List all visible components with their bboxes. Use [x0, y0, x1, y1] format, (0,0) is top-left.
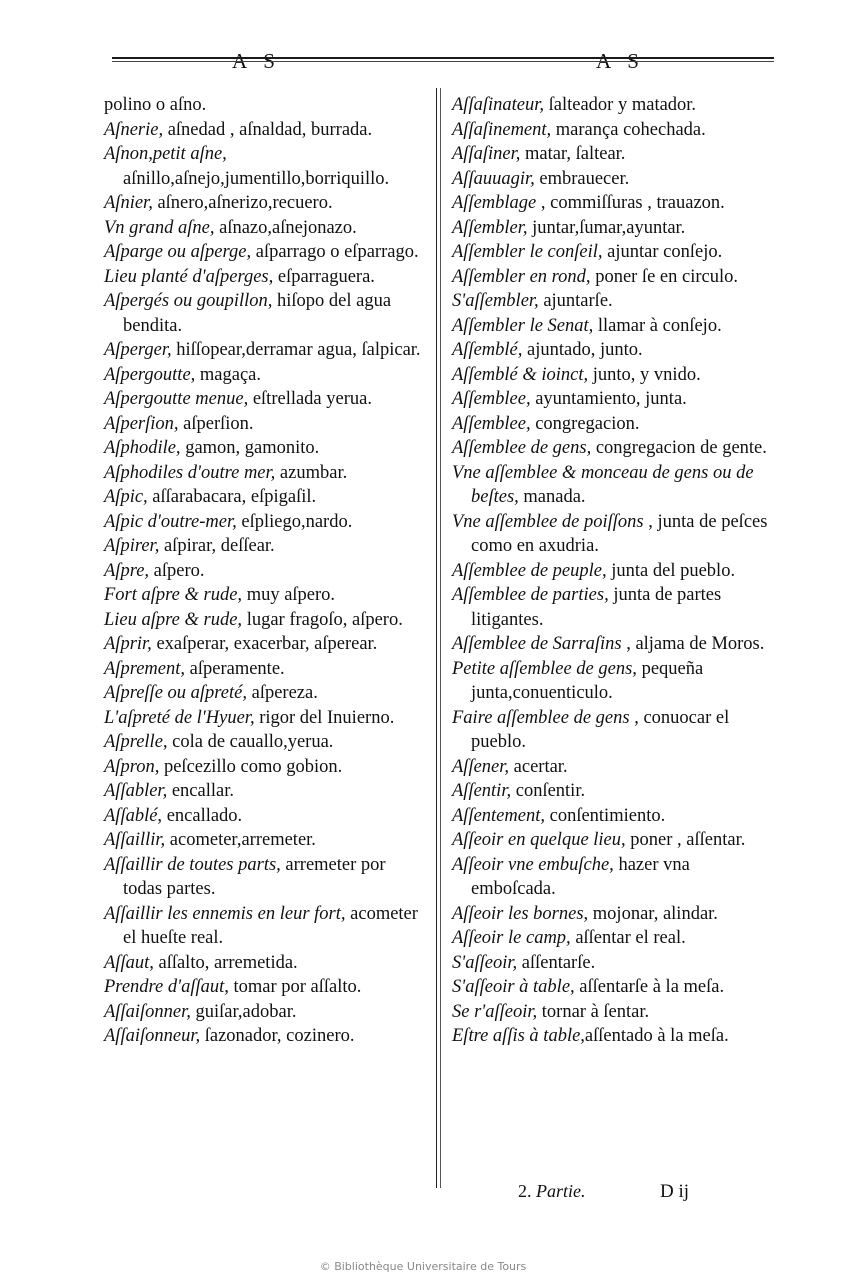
- dictionary-entry: [452, 902, 772, 927]
- entry-headword: S'aſſeoir à table,: [452, 977, 575, 997]
- entry-headword: S'aſſembler,: [452, 291, 539, 311]
- entry-headword: Aſſeoir le camp,: [452, 928, 571, 948]
- entry-definition: tornar à ſentar.: [537, 1001, 650, 1022]
- entry-definition: junto, y vnido.: [588, 364, 701, 385]
- dictionary-entry: [452, 828, 772, 853]
- catchword: D ij: [660, 1181, 690, 1202]
- entry-headword: Aſſemblé & ioinct,: [452, 364, 589, 385]
- dictionary-entry: [104, 216, 426, 241]
- dictionary-entry: [104, 412, 426, 437]
- dictionary-entry: [452, 657, 772, 706]
- entry-headword: Aſphodile,: [104, 438, 181, 458]
- dictionary-entry: [452, 755, 772, 780]
- entry-headword: Vne aſſemblee & monceau de gens ou de beſtes,: [452, 462, 754, 507]
- entry-headword: Aſſembler en rond,: [452, 266, 591, 287]
- dictionary-entry: [452, 975, 772, 1000]
- dictionary-entry: [104, 1024, 426, 1049]
- dictionary-entry: [452, 510, 772, 559]
- entry-definition: junta del pueblo.: [606, 560, 736, 581]
- entry-headword: Aſpre,: [104, 560, 150, 581]
- entry-definition: encallar.: [167, 781, 234, 801]
- dictionary-entry: [452, 191, 772, 216]
- entry-definition: , aljama de Moros.: [621, 634, 765, 654]
- dictionary-entry: [104, 534, 426, 559]
- entry-definition: cola de cauallo,yerua.: [167, 732, 334, 752]
- entry-headword: Aſſaiſonneur,: [104, 1026, 201, 1046]
- entry-definition: aſpirar, deſſear.: [159, 536, 275, 556]
- entry-definition: ſazonador, cozinero.: [200, 1026, 355, 1046]
- entry-definition: acometer,arremeter.: [165, 830, 316, 850]
- dictionary-entry: [104, 338, 426, 363]
- column-divider-inner: [440, 88, 441, 1188]
- dictionary-entry: [104, 975, 426, 1000]
- dictionary-entry: [452, 779, 772, 804]
- entry-definition: poner , aſſentar.: [625, 830, 746, 850]
- right-column: [452, 93, 772, 1049]
- dictionary-entry: [452, 167, 772, 192]
- entry-definition: muy aſpero.: [242, 585, 336, 605]
- dictionary-entry: [452, 461, 772, 510]
- entry-definition: aſparrago o eſparrago.: [251, 242, 419, 262]
- entry-definition: junta de partes litigantes.: [471, 585, 722, 630]
- entry-headword: Aſpergoutte menue,: [104, 389, 249, 409]
- dictionary-entry: [104, 461, 426, 486]
- signature-number: 2.: [518, 1181, 532, 1201]
- entry-headword: Aſſaſiner,: [452, 144, 521, 164]
- entry-definition: aſpereza.: [247, 683, 318, 703]
- entry-headword: Aſperger,: [104, 340, 172, 360]
- entry-definition: ajuntar conſejo.: [602, 242, 723, 262]
- dictionary-entry: [104, 608, 426, 633]
- entry-definition: peſcezillo como gobion.: [159, 756, 343, 777]
- dictionary-entry: [452, 853, 772, 902]
- dictionary-entry: [452, 338, 772, 363]
- entry-headword: Aſſembler le Senat,: [452, 315, 594, 336]
- entry-definition: aſperamente.: [185, 658, 285, 679]
- entry-headword: Aſſemblé,: [452, 340, 523, 360]
- entry-headword: Aſpic d'outre-mer,: [104, 511, 237, 532]
- entry-headword: Aſpergés ou goupillon,: [104, 291, 273, 311]
- entry-definition: aſperſion.: [178, 413, 254, 434]
- dictionary-entry: [452, 363, 772, 388]
- signature-word: Partie.: [536, 1181, 586, 1201]
- dictionary-entry: [104, 485, 426, 510]
- signature-mark: [518, 1181, 586, 1202]
- entry-definition: eſtrellada yerua.: [248, 389, 372, 409]
- dictionary-entry: [104, 951, 426, 976]
- entry-headword: Aſpreſſe ou aſpreté,: [104, 683, 247, 703]
- dictionary-entry: [452, 412, 772, 437]
- dictionary-entry: [104, 828, 426, 853]
- dictionary-entry: [452, 559, 772, 584]
- entry-definition: embrauecer.: [534, 168, 630, 189]
- entry-definition: tomar por aſſalto.: [228, 977, 362, 997]
- dictionary-entry: [104, 1000, 426, 1025]
- entry-headword: Aſſemblee de parties,: [452, 585, 609, 605]
- entry-headword: Aſſablé,: [104, 805, 163, 826]
- entry-definition: azumbar.: [275, 462, 348, 483]
- entry-headword: Aſſeoir en quelque lieu,: [452, 830, 626, 850]
- entry-headword: Aſnerie,: [104, 119, 164, 140]
- entry-headword: Aſſemblee de Sarraſins: [452, 634, 622, 654]
- entry-headword: Aſſembler,: [452, 217, 528, 238]
- entry-headword: Aſperſion,: [104, 413, 179, 434]
- entry-definition: , commiſſuras , trauazon.: [536, 193, 725, 213]
- dictionary-entry: [452, 93, 772, 118]
- entry-definition: aſnillo,aſnejo,jumentillo,borriquillo.: [123, 168, 390, 189]
- entry-definition: marança cohechada.: [551, 119, 706, 140]
- dictionary-entry: [104, 559, 426, 584]
- entry-definition: acertar.: [509, 756, 568, 777]
- entry-headword: Aſſener,: [452, 756, 510, 777]
- entry-definition: lugar fragoſo, aſpero.: [242, 609, 403, 630]
- entry-headword: Aſpron,: [104, 756, 160, 777]
- entry-headword: Aſſeoir les bornes,: [452, 903, 589, 924]
- entry-definition: aſſalto, arremetida.: [153, 952, 298, 973]
- entry-headword: Aſſaſinateur,: [452, 95, 544, 115]
- dictionary-entry: [104, 510, 426, 535]
- entry-definition: congregacion.: [530, 413, 640, 434]
- entry-headword: Aſſaſinement,: [452, 119, 552, 140]
- dictionary-entry: [104, 436, 426, 461]
- entry-headword: Eſtre aſſis à table,: [452, 1026, 585, 1046]
- entry-headword: Vn grand aſne,: [104, 217, 215, 238]
- dictionary-entry: [104, 657, 426, 682]
- dictionary-entry: [452, 632, 772, 657]
- entry-headword: Aſſaillir les ennemis en leur fort,: [104, 903, 346, 924]
- dictionary-entry: [452, 387, 772, 412]
- entry-definition: congregacion de gente.: [591, 438, 767, 458]
- dictionary-entry: [104, 755, 426, 780]
- entry-definition: , junta de peſces como en axudria.: [471, 511, 768, 556]
- entry-definition: juntar,ſumar,ayuntar.: [527, 217, 686, 238]
- entry-headword: Aſpic,: [104, 487, 148, 507]
- entry-definition: llamar à conſejo.: [593, 315, 722, 336]
- entry-definition: aſſarabacara, eſpigaſil.: [147, 487, 317, 507]
- entry-headword: Aſſemblee de gens,: [452, 438, 592, 458]
- entry-definition: , conuocar el pueblo.: [471, 707, 730, 752]
- entry-headword: Aſſemblee,: [452, 413, 531, 434]
- dictionary-entry: [104, 632, 426, 657]
- entry-definition: conſentimiento.: [544, 805, 666, 826]
- entry-definition: mojonar, alindar.: [588, 903, 718, 924]
- entry-headword: Aſſaillir,: [104, 830, 166, 850]
- entry-headword: Aſſaiſonner,: [104, 1001, 191, 1022]
- dictionary-entry: [452, 926, 772, 951]
- entry-definition: arremeter por todas partes.: [123, 854, 386, 899]
- entry-definition: guiſar,adobar.: [190, 1001, 297, 1022]
- entry-definition: magaça.: [195, 364, 262, 385]
- entry-definition: ajuntado, junto.: [522, 340, 643, 360]
- entry-headword: Aſſemblee de peuple,: [452, 560, 607, 581]
- dictionary-entry: [452, 142, 772, 167]
- entry-definition: matar, ſaltear.: [520, 144, 626, 164]
- dictionary-entry: [104, 583, 426, 608]
- entry-headword: Petite aſſemblee de gens,: [452, 658, 637, 679]
- dictionary-entry: [104, 779, 426, 804]
- dictionary-entry: [452, 216, 772, 241]
- dictionary-entry: [452, 240, 772, 265]
- header-rule: [112, 57, 774, 59]
- entry-headword: Prendre d'aſſaut,: [104, 977, 229, 997]
- dictionary-entry: [104, 142, 426, 191]
- entry-definition: pequeña junta,conuenticulo.: [471, 658, 704, 703]
- entry-definition: aſnedad , aſnaldad, burrada.: [163, 119, 373, 140]
- entry-definition: hiſſopear,derramar agua, ſalpicar.: [171, 340, 421, 360]
- entry-headword: Aſprir,: [104, 634, 152, 654]
- dictionary-entry: [452, 1024, 772, 1049]
- entry-definition: aſnero,aſnerizo,recuero.: [152, 193, 333, 213]
- entry-headword: Aſſemblee,: [452, 389, 531, 409]
- entry-headword: Fort aſpre & rude,: [104, 585, 243, 605]
- dictionary-entry: [104, 387, 426, 412]
- dictionary-entry: [452, 118, 772, 143]
- dictionary-entry: [104, 191, 426, 216]
- column-divider: [436, 88, 437, 1188]
- dictionary-entry: [452, 436, 772, 461]
- entry-definition: gamon, gamonito.: [180, 438, 320, 458]
- dictionary-entry: [104, 706, 426, 731]
- entry-definition: ayuntamiento, junta.: [530, 389, 687, 409]
- entry-headword: Aſſembler le conſeil,: [452, 242, 603, 262]
- dictionary-entry: [452, 265, 772, 290]
- entry-definition: aſſentar el real.: [570, 928, 686, 948]
- dictionary-entry: [104, 902, 426, 951]
- entry-headword: Aſſabler,: [104, 781, 168, 801]
- dictionary-entry: [452, 706, 772, 755]
- entry-headword: Aſnier,: [104, 193, 153, 213]
- entry-definition: eſparraguera.: [273, 266, 375, 287]
- entry-definition: manada.: [518, 487, 586, 507]
- header-rule-thin: [112, 61, 774, 62]
- dictionary-entry: [452, 951, 772, 976]
- entry-definition: rigor del Inuierno.: [254, 707, 395, 728]
- left-column: [104, 93, 426, 1049]
- entry-definition: aſnazo,aſnejonazo.: [214, 217, 357, 238]
- entry-headword: Aſſaillir de toutes parts,: [104, 854, 281, 875]
- dictionary-entry: [104, 240, 426, 265]
- library-credit: © Bibliothèque Universitaire de Tours: [319, 1260, 527, 1273]
- dictionary-entry: [104, 730, 426, 755]
- entry-headword: S'aſſeoir,: [452, 952, 518, 973]
- entry-headword: Faire aſſemblee de gens: [452, 707, 630, 728]
- entry-definition: ſalteador y matador.: [544, 95, 697, 115]
- dictionary-entry: [104, 804, 426, 829]
- dictionary-entry: [452, 314, 772, 339]
- entry-definition: hazer vna emboſcada.: [471, 854, 690, 899]
- entry-definition: poner ſe en circulo.: [590, 266, 738, 287]
- dictionary-entry: [104, 118, 426, 143]
- entry-headword: Aſprelle,: [104, 732, 168, 752]
- entry-headword: Aſſauuagir,: [452, 168, 535, 189]
- entry-definition: eſpliego,nardo.: [236, 511, 353, 532]
- dictionary-entry: [452, 804, 772, 829]
- entry-headword: Aſphodiles d'outre mer,: [104, 462, 276, 483]
- dictionary-entry: [452, 583, 772, 632]
- entry-headword: Aſpirer,: [104, 536, 160, 556]
- entry-definition: ajuntarſe.: [538, 291, 613, 311]
- dictionary-entry: [104, 853, 426, 902]
- entry-headword: Lieu planté d'aſperges,: [104, 266, 274, 287]
- entry-headword: Se r'aſſeoir,: [452, 1001, 538, 1022]
- entry-definition: aſſentarſe.: [517, 952, 596, 973]
- entry-headword: Aſpergoutte,: [104, 364, 196, 385]
- entry-headword: Aſnon,petit aſne,: [104, 144, 227, 164]
- entry-definition: encallado.: [162, 805, 243, 826]
- dictionary-entry: [452, 1000, 772, 1025]
- entry-definition: acometer el hueſte real.: [123, 903, 418, 948]
- entry-definition: hiſopo del agua bendita.: [123, 291, 392, 336]
- entry-headword: Aſparge ou aſperge,: [104, 242, 252, 262]
- dictionary-entry: [104, 265, 426, 290]
- entry-definition: aſpero.: [149, 560, 205, 581]
- entry-headword: L'aſpreté de l'Hyuer,: [104, 707, 255, 728]
- entry-headword: Aſſaut,: [104, 952, 154, 973]
- entry-definition: conſentir.: [511, 781, 586, 801]
- entry-definition: exaſperar, exacerbar, aſperear.: [151, 634, 378, 654]
- dictionary-entry: [452, 289, 772, 314]
- entry-definition: aſſentarſe à la meſa.: [574, 977, 725, 997]
- entry-headword: Vne aſſemblee de poiſſons: [452, 511, 644, 532]
- dictionary-entry: [104, 363, 426, 388]
- entry-headword: Aſſentir,: [452, 781, 512, 801]
- entry-headword: Aſſemblage: [452, 193, 537, 213]
- entry-headword: Aſprement,: [104, 658, 186, 679]
- entry-headword: Aſſentement,: [452, 805, 545, 826]
- entry-headword: Aſſeoir vne embuſche,: [452, 854, 614, 875]
- dictionary-entry: [104, 289, 426, 338]
- dictionary-entry: [104, 93, 426, 118]
- entry-headword: Lieu aſpre & rude,: [104, 609, 243, 630]
- entry-definition: polino o aſno.: [104, 95, 207, 115]
- dictionary-entry: [104, 681, 426, 706]
- entry-definition: aſſentado à la meſa.: [584, 1026, 729, 1046]
